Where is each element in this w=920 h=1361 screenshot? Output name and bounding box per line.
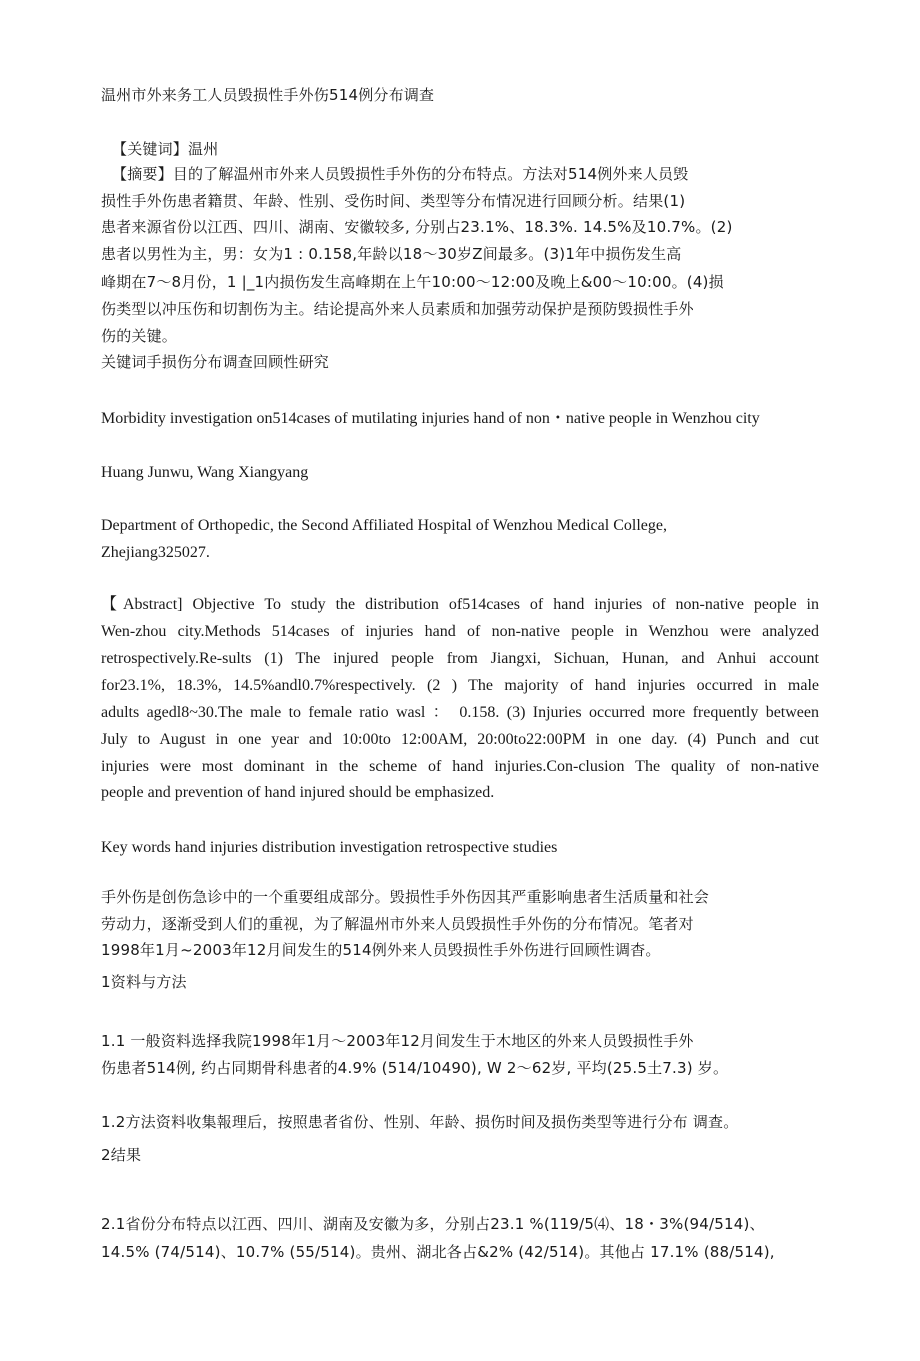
abstract-cn-line: 峰期在7～8月份，1 |_1内损伤发生高峰期在上午10:00～12:00及晚上&00～10:00。(4)损 xyxy=(101,273,724,291)
title-en: Morbidity investigation on514cases of mutilating injuries hand of non・native people in Wenzhou city xyxy=(101,410,760,427)
abstract-en-line: injuries were most dominant in the scheme of hand injuries.Con-clusion The quality of non-native xyxy=(101,758,819,775)
section-2-1-line: 14.5% (74/514)、10.7% (55/514)。贵州、湖北各占&2% (42/514)。其他占 17.1% (88/514), xyxy=(101,1243,775,1261)
intro-line: 劳动力，逐渐受到人们的重视，为了解温州市外来人员毁损性手外伤的分布情况。笔者对 xyxy=(101,915,694,933)
abstract-en-line: adults agedl8~30.The male to female ratio wasl ： 0.158. (3) Injuries occurred more frequently between xyxy=(101,704,820,721)
intro-line: 手外伤是创伤急诊中的一个重要组成部分。毁损性手外伤因其严重影响患者生活质量和社会 xyxy=(101,888,710,906)
abstract-en-line: 【Abstract] Objective To study the distribution of514cases of hand injuries of non-native people in xyxy=(101,596,819,613)
abstract-cn-line: 损性手外伤患者籍贯、年龄、性别、受伤时间、类型等分布情况进行回顾分析。结果(1) xyxy=(101,192,686,210)
section-2-1-line: 2.1省份分布特点以江西、四川、湖南及安徽为多，分别占23.1 %(119/5⑷、18・3%(94/514)、 xyxy=(101,1215,765,1233)
abstract-cn-line: 【摘要】目的了解温州市外来人员毁损性手外伤的分布特点。方法对514例外来人员毁 xyxy=(112,165,689,183)
abstract-cn-line: 患者来源省份以江西、四川、湖南、安徽较多, 分别占23.1%、18.3%. 14.5%及10.7%。(2) xyxy=(101,218,733,236)
section-1-2: 1.2方法资料收集報理后，按照患者省份、性别、年龄、损伤时间及损伤类型等进行分布 调查。 xyxy=(101,1113,739,1131)
section-1-1-line: 1.1 一般资料选择我院1998年1月～2003年12月间发生于木地区的外来人员毁损性手外 xyxy=(101,1032,694,1050)
keywords-en: Key words hand injuries distribution investigation retrospective studies xyxy=(101,839,558,856)
abstract-en-line: Wen-zhou city.Methods 514cases of injuries hand of non-native people in Wenzhou were analyzed xyxy=(101,623,819,640)
keywords-cn: 关键词手损伤分布调查回顾性研究 xyxy=(101,353,330,371)
intro-line: 1998年1月~2003年12月间发生的514例外来人员毁损性手外伤进行回顾性调杳。 xyxy=(101,941,661,959)
affiliation-line: Department of Orthopedic, the Second Affiliated Hospital of Wenzhou Medical College, xyxy=(101,517,667,534)
authors: Huang Junwu, Wang Xiangyang xyxy=(101,464,309,481)
abstract-en-line: July to August in one year and 10:00to 12:00AM, 20:00to22:00PM in one day. (4) Punch and cut xyxy=(101,731,819,748)
abstract-cn-line: 伤的关键。 xyxy=(101,327,178,345)
abstract-en-line: retrospectively.Re-sults (1) The injured people from Jiangxi, Sichuan, Hunan, and Anhui account xyxy=(101,650,819,667)
section-heading: 1资料与方法 xyxy=(101,973,187,991)
section-1-1-line: 伤患者514例, 约占同期骨科患者的4.9% (514/10490), W 2～62岁, 平均(25.5土7.3) 岁。 xyxy=(101,1059,729,1077)
abstract-en-line: for23.1%, 18.3%, 14.5%andl0.7%respectively. (2 ) The majority of hand injuries occurred in male xyxy=(101,677,819,694)
doc-title: 温州市外来务工人员毁损性手外伤514例分布调查 xyxy=(101,86,435,104)
abstract-en-line: people and prevention of hand injured should be emphasized. xyxy=(101,784,495,801)
abstract-cn-line: 伤类型以冲压伤和切割伤为主。结论提高外来人员素质和加强劳动保护是预防毁损性手外 xyxy=(101,300,694,318)
section-heading: 2结果 xyxy=(101,1146,142,1164)
keyword-tag: 【关键词】温州 xyxy=(112,140,219,158)
abstract-cn-line: 患者以男性为主，男：女为1 : 0.158,年龄以18～30岁Z间最多。(3)1年中损伤发生高 xyxy=(101,245,682,263)
affiliation-line: Zhejiang325027. xyxy=(101,544,210,561)
